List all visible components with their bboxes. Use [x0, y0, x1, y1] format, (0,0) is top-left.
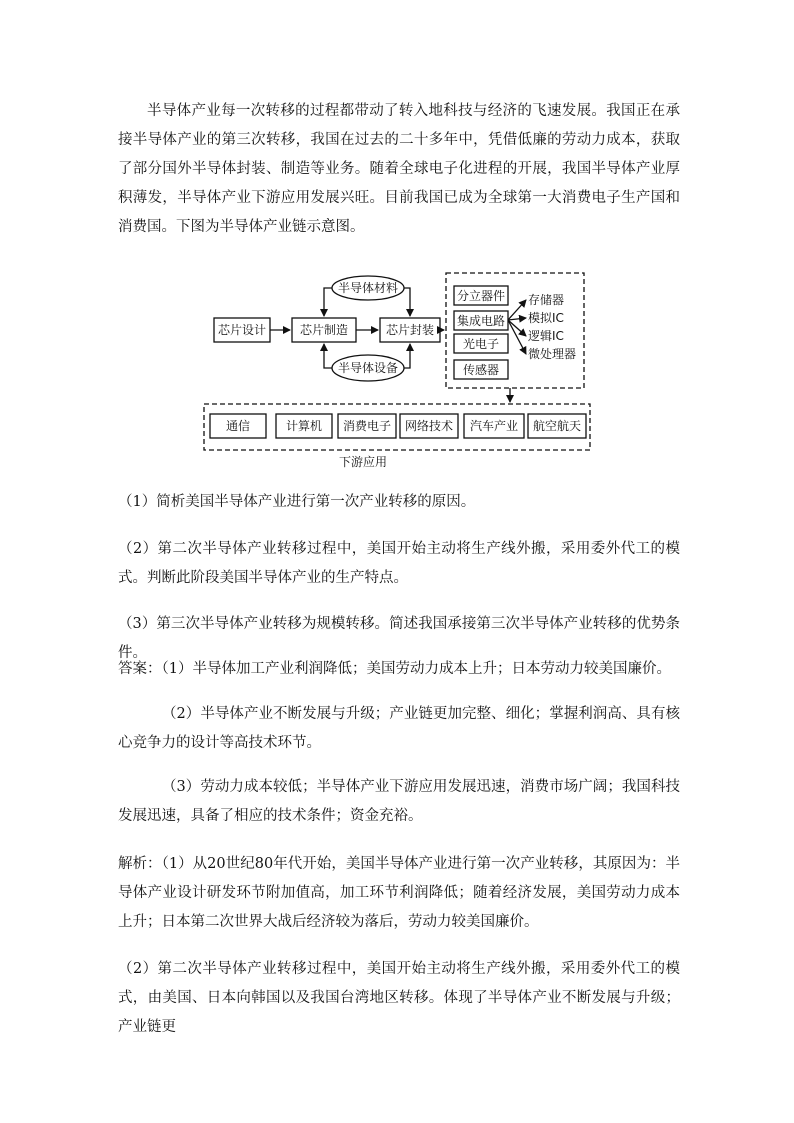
question-1: （1）简析美国半导体产业进行第一次产业转移的原因。: [118, 494, 476, 510]
question-2: （2）第二次半导体产业转移过程中，美国开始主动将生产线外搬，采用委外代工的模式。判断此阶段美国半导体产业的生产特点。: [118, 541, 680, 586]
analysis-1: 解析：（1）从20世纪80年代开始，美国半导体产业进行第一次产业转移，其原因为：半导体产业设计研发环节附加值高，加工环节利润降低；随着经济发展，美国劳动力成本上升；日本第二次世界大战后经济较为落后，劳动力较美国廉价。: [118, 856, 680, 930]
arrow-materials-to-manufacture: [324, 288, 332, 316]
downstream-label: 消费电子: [342, 419, 392, 433]
chip-design-label: 芯片设计: [217, 323, 267, 337]
downstream-label: 汽车产业: [469, 419, 519, 433]
analysis-2: （2）第二次半导体产业转移过程中，美国开始主动将生产线外搬，采用委外代工的模式，由美国、日本向韩国以及我国台湾地区转移。体现了半导体产业不断发展与升级；产业链更: [118, 961, 680, 1035]
answer-2: （2）半导体产业不断发展与升级；产业链更加完整、细化；掌握利润高、具有核心竞争力的设计等高技术环节。: [118, 706, 680, 751]
discrete-label: 分立器件: [456, 289, 506, 303]
downstream-label: 通信: [225, 419, 251, 433]
downstream-caption: 下游应用: [338, 455, 388, 469]
answer-3: （3）劳动力成本较低；半导体产业下游应用发展迅速，消费市场广阔；我国科技发展迅速，具备了相应的技术条件；资金充裕。: [118, 779, 680, 824]
ic-type-analog: 模拟IC: [528, 311, 564, 325]
sensor-label: 传感器: [462, 363, 500, 377]
materials-label: 半导体材料: [337, 281, 399, 295]
ic-type-memory: 存储器: [528, 293, 565, 307]
ic-type-microprocessor: 微处理器: [528, 347, 577, 361]
arrow-ic-to-logic: [508, 320, 526, 336]
ic-type-logic: 逻辑IC: [528, 329, 564, 343]
ic-label: 集成电路: [456, 314, 506, 328]
downstream-label: 计算机: [285, 419, 323, 433]
semiconductor-industry-chain-diagram: [200, 268, 600, 473]
intro-paragraph: 半导体产业每一次转移的过程都带动了转入地科技与经济的飞速发展。我国正在承接半导体产业的第三次转移，我国在过去的二十多年中，凭借低廉的劳动力成本，获取了部分国外半导体封装、制造等业务。随着全球电子化进程的开展，我国半导体产业厚积薄发，半导体产业下游应用发展兴旺。目前我国已成为全球第一大消费电子生产国和消费国。下图为半导体产业链示意图。: [118, 103, 680, 235]
downstream-label: 航空航天: [532, 419, 582, 433]
arrow-equipment-to-manufacture: [324, 344, 332, 368]
chip-package-label: 芯片封装: [385, 323, 435, 337]
downstream-label: 网络技术: [404, 419, 454, 433]
arrow-materials-to-package: [404, 288, 410, 316]
chip-manufacture-label: 芯片制造: [299, 323, 349, 337]
answer-1: 答案：（1）半导体加工产业利润降低；美国劳动力成本上升；日本劳动力较美国廉价。: [118, 661, 671, 677]
arrow-ic-to-memory: [508, 300, 526, 320]
arrow-equipment-to-package: [404, 344, 410, 368]
arrow-ic-to-analog: [508, 318, 526, 320]
equipment-label: 半导体设备: [337, 361, 399, 375]
arrow-ic-to-microprocessor: [508, 320, 526, 354]
question-3: （3）第三次半导体产业转移为规模转移。简述我国承接第三次半导体产业转移的优势条件。: [118, 616, 680, 661]
optoelectronics-label: 光电子: [462, 337, 500, 351]
